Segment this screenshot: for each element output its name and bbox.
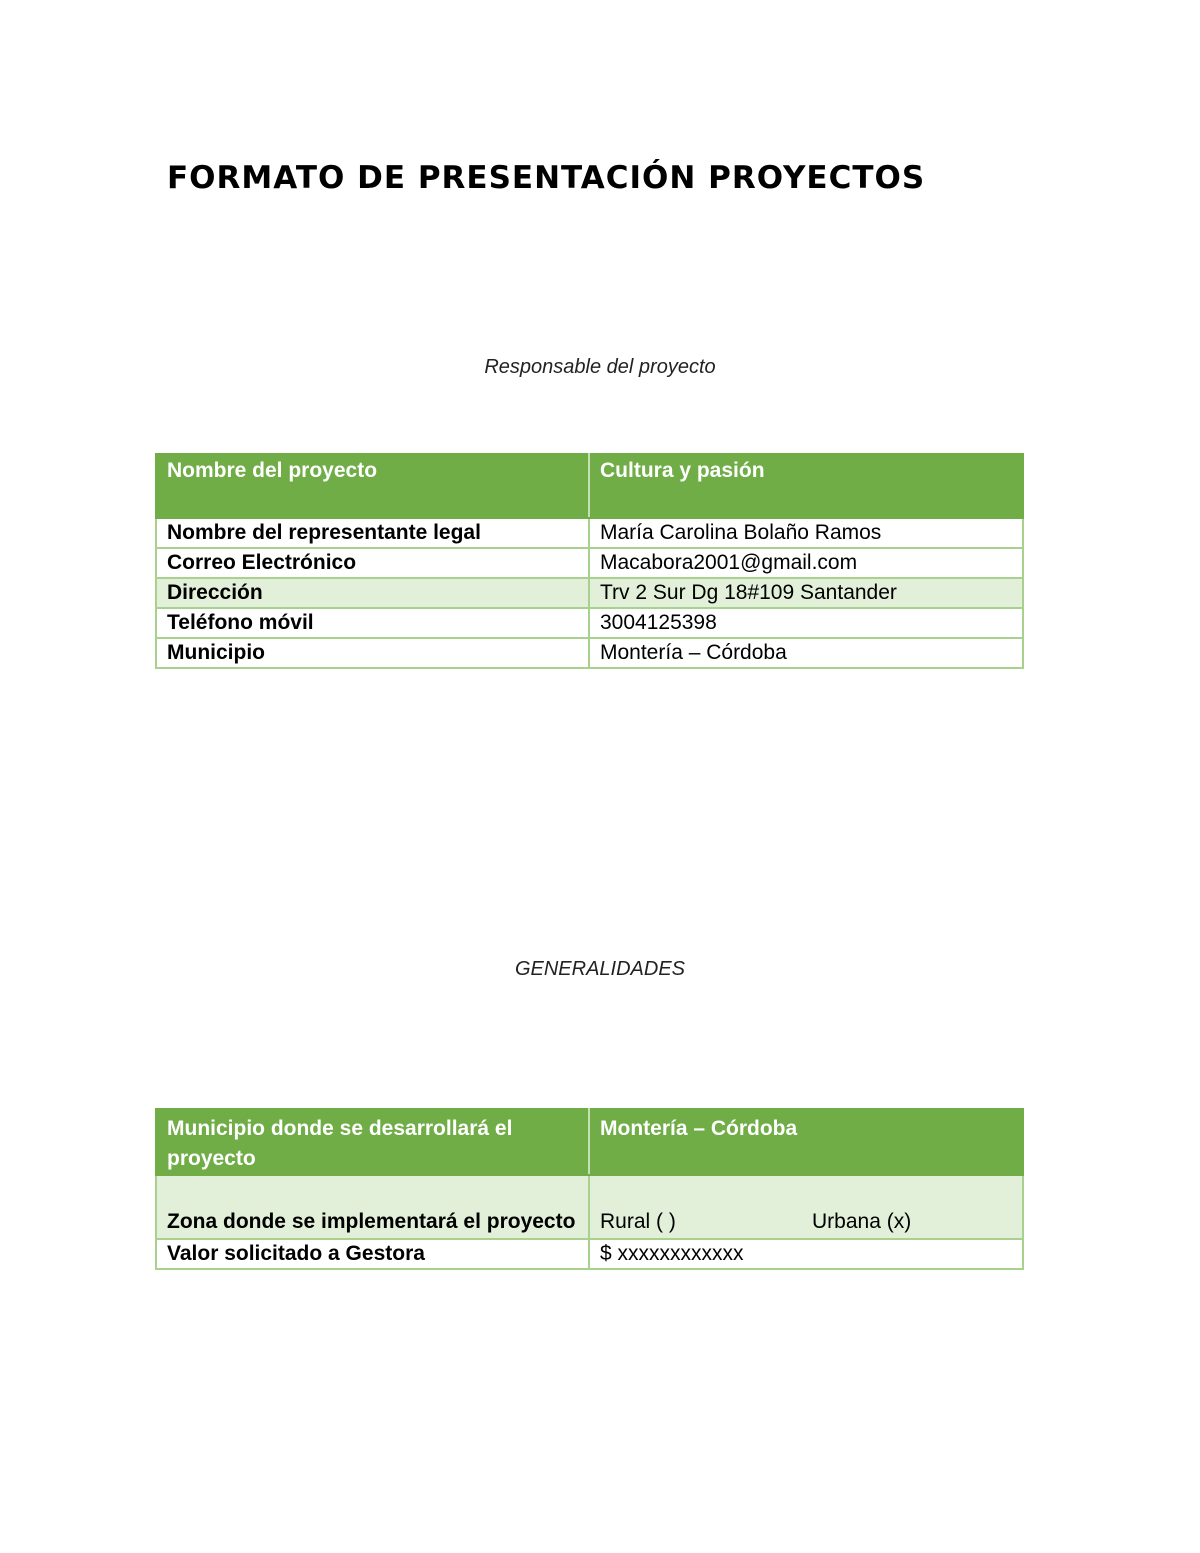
table-header-row (156, 1109, 1023, 1175)
municipality-label: Municipio (156, 638, 589, 668)
project-municipality-label: Municipio donde se desarrollará el proyecto (156, 1109, 589, 1175)
email-label: Correo Electrónico (156, 548, 589, 578)
table-row (156, 548, 1023, 578)
section-caption-generalidades: GENERALIDADES (514, 958, 686, 980)
project-name-value: Cultura y pasión (589, 454, 1023, 518)
section-caption-responsable: Responsable del proyecto (484, 356, 716, 378)
table-row (156, 578, 1023, 608)
email-value: Macabora2001@gmail.com (589, 548, 1023, 578)
table-row (156, 1175, 1023, 1239)
table-header-row (156, 454, 1023, 518)
address-label: Dirección (156, 578, 589, 608)
zone-options (589, 1175, 1023, 1239)
document-title: FORMATO DE PRESENTACIÓN PROYECTOS (167, 160, 926, 196)
project-name-label: Nombre del proyecto (156, 454, 589, 518)
table-row (156, 1239, 1023, 1269)
address-value: Trv 2 Sur Dg 18#109 Santander (589, 578, 1023, 608)
legal-representative-value: María Carolina Bolaño Ramos (589, 518, 1023, 548)
municipality-value: Montería – Córdoba (589, 638, 1023, 668)
legal-representative-label: Nombre del representante legal (156, 518, 589, 548)
mobile-phone-value: 3004125398 (589, 608, 1023, 638)
project-municipality-value: Montería – Córdoba (589, 1109, 1023, 1175)
requested-amount-label: Valor solicitado a Gestora (156, 1239, 589, 1269)
zone-option-urban: Urbana (x) (812, 1210, 912, 1233)
generalidades-table (155, 1108, 1024, 1270)
responsable-table (155, 453, 1024, 669)
zone-option-rural: Rural ( ) (600, 1210, 676, 1233)
requested-amount-value: $ xxxxxxxxxxxx (589, 1239, 1023, 1269)
table-row (156, 638, 1023, 668)
mobile-phone-label: Teléfono móvil (156, 608, 589, 638)
table-row (156, 608, 1023, 638)
zone-label: Zona donde se implementará el proyecto (156, 1175, 589, 1239)
table-row (156, 518, 1023, 548)
